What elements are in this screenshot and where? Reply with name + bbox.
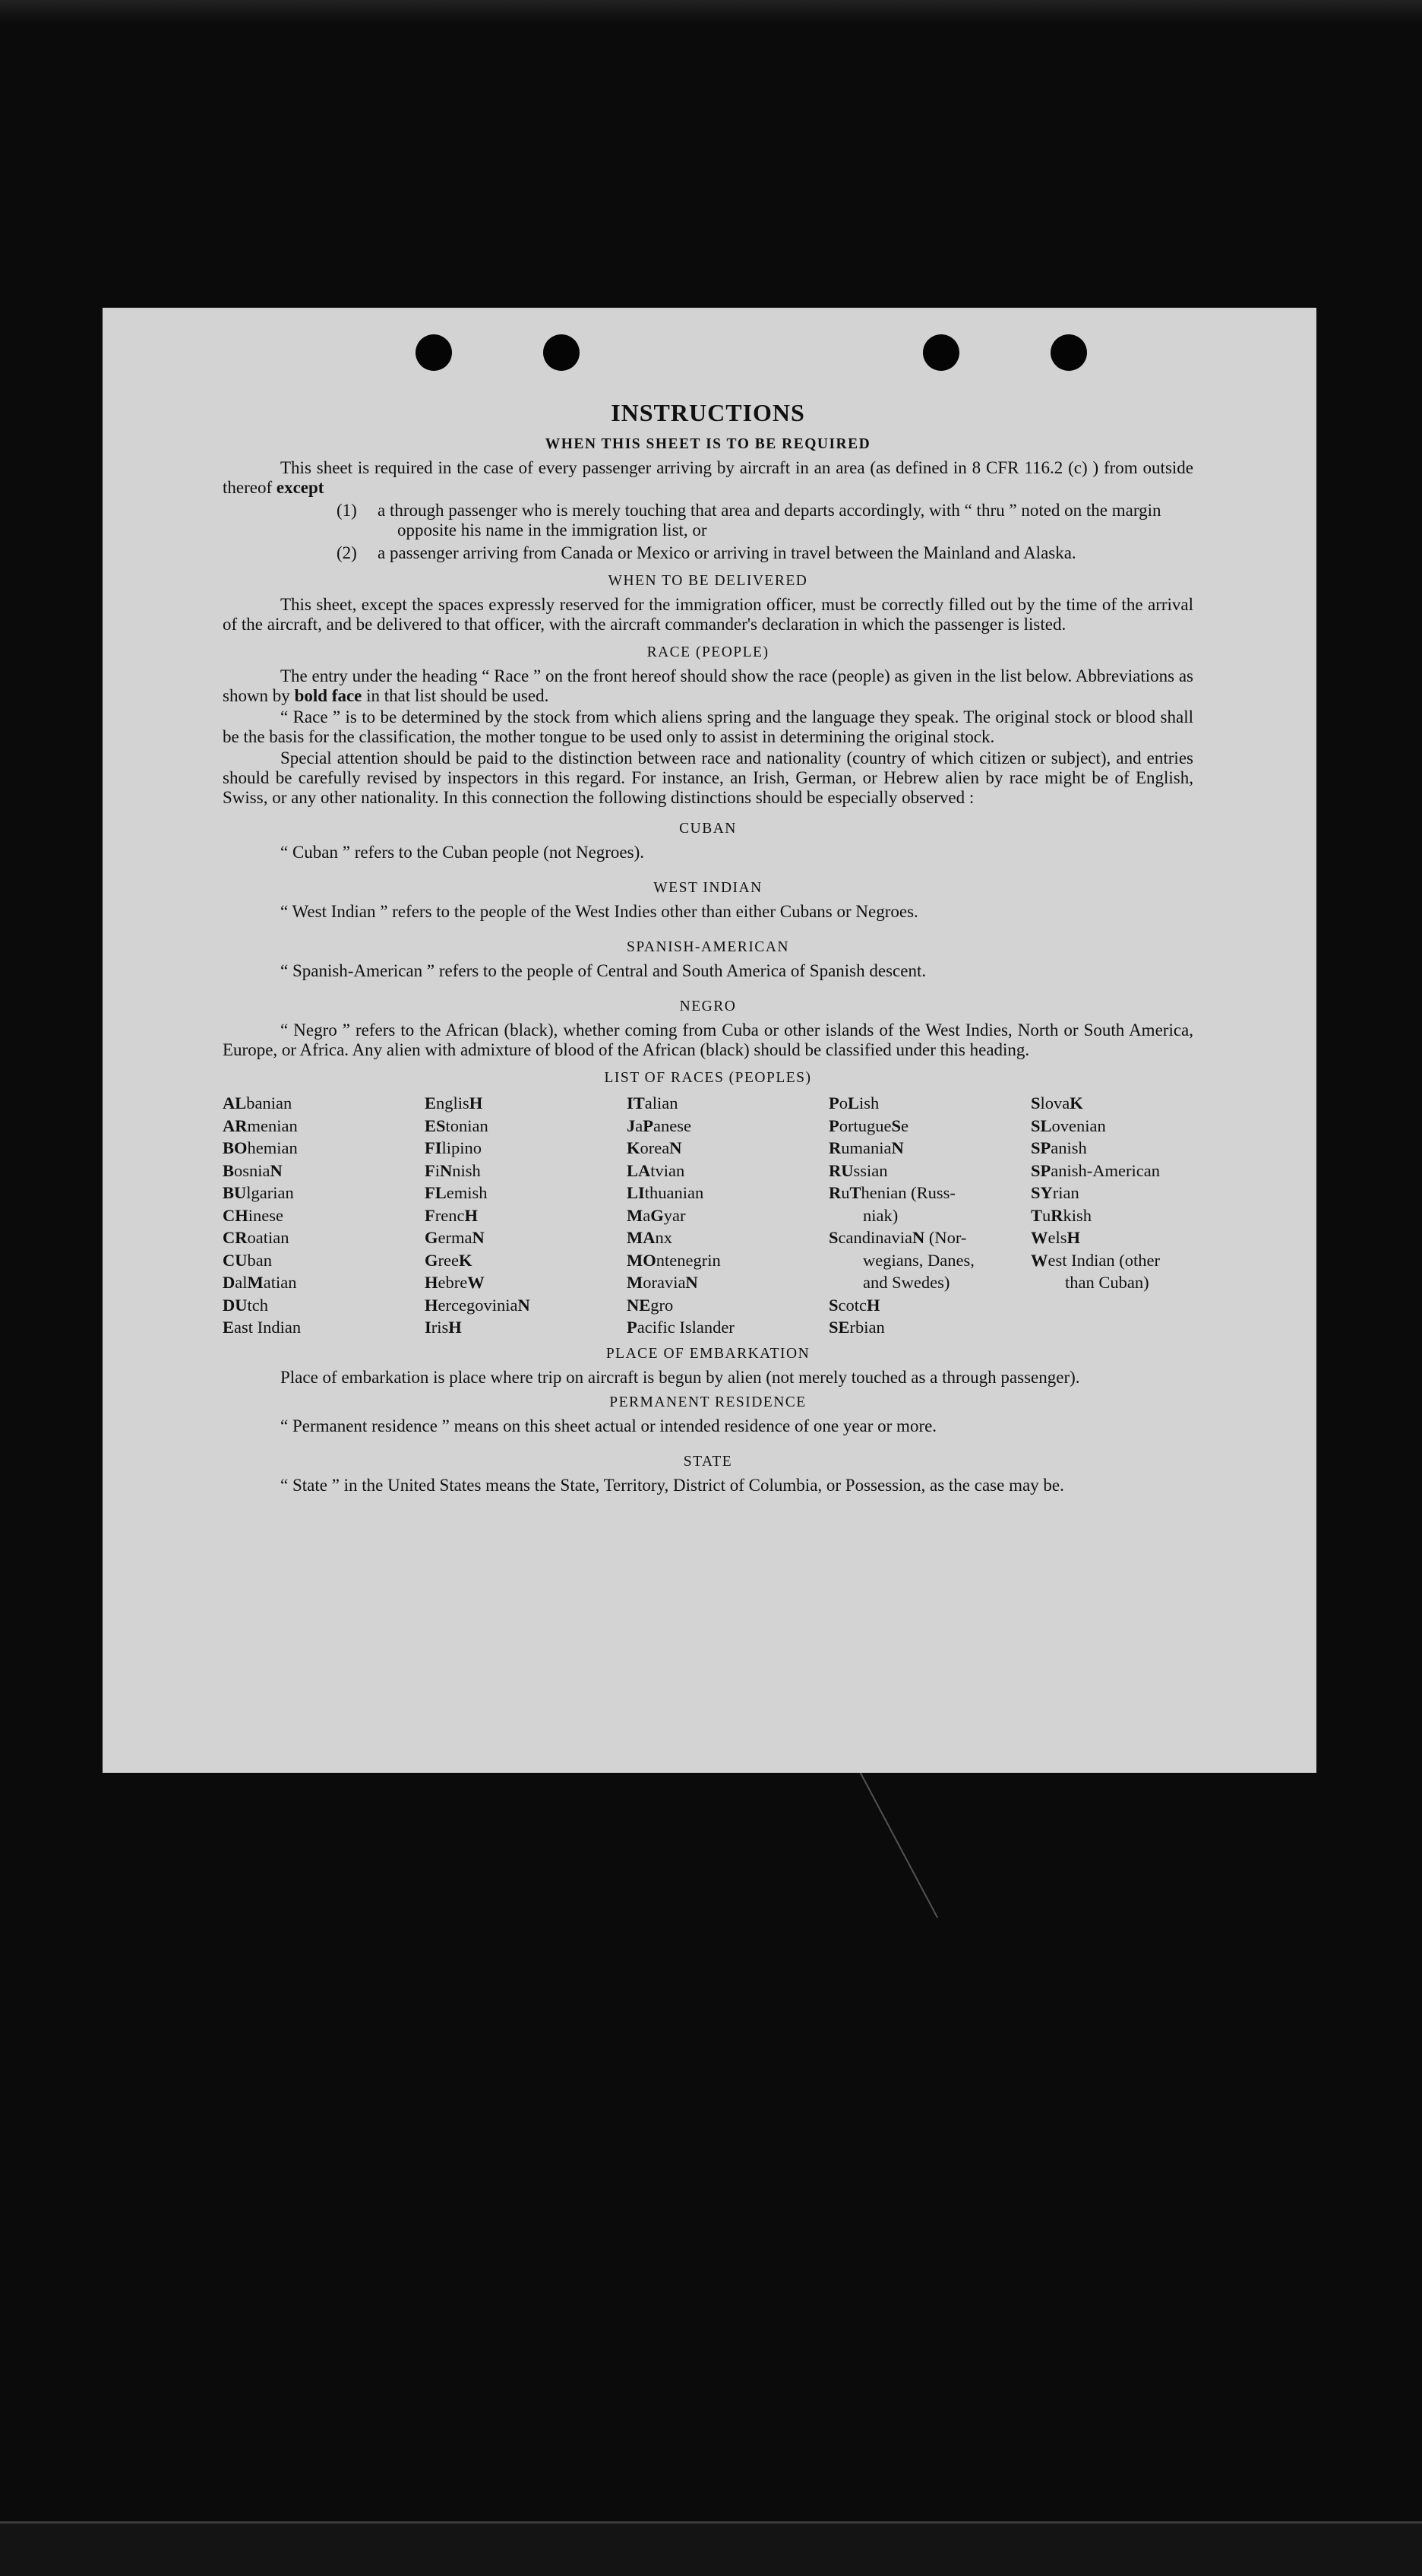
race-entry: HebreW <box>425 1273 485 1292</box>
race-entry: RumaniaN <box>829 1138 904 1157</box>
race-entry: CHinese <box>223 1205 283 1225</box>
race-paragraph-1: The entry under the heading “ Race ” on the front hereof should show the race (people) as given in the list below. Abbreviations as shown by bold face in that list should be used. <box>223 666 1193 705</box>
race-entry: NEgro <box>627 1295 674 1315</box>
west-indian-text: “ West Indian ” refers to the people of the West Indies other than either Cubans or Negroes. <box>280 902 918 921</box>
heading-state: STATE <box>683 1453 733 1470</box>
heading-when-required: WHEN THIS SHEET IS TO BE REQUIRED <box>545 436 871 452</box>
heading-cuban: CUBAN <box>679 821 737 837</box>
race-entry: West Indian (other <box>1031 1250 1160 1270</box>
race-entry: EnglisH <box>425 1093 483 1112</box>
instructions-body <box>223 399 1193 1495</box>
state-text: “ State ” in the United States means the State, Territory, District of Columbia, or Possession, as the case may be. <box>280 1475 1064 1495</box>
races-column-5 <box>1031 1092 1193 1339</box>
document-title: INSTRUCTIONS <box>611 399 805 426</box>
race-entry: ScandinaviaN (Nor- <box>829 1228 967 1247</box>
race-entry: KoreaN <box>627 1138 682 1157</box>
race-entry: RUssian <box>829 1160 888 1180</box>
races-column-2 <box>425 1092 627 1339</box>
heading-spanish-american: SPANISH-AMERICAN <box>627 939 789 955</box>
race-paragraph-2: “ Race ” is to be determined by the stock from which aliens spring and the language they speak. The original stock or blood shall be the basis for the classification, the mother tongue to be used only to assist in determining the original stock. <box>223 707 1193 746</box>
cuban-text: “ Cuban ” refers to the Cuban people (not Negroes). <box>280 843 645 862</box>
heading-list-of-races: LIST OF RACES (PEOPLES) <box>604 1070 812 1086</box>
embarkation-text: Place of embarkation is place where trip on aircraft is begun by alien (not merely touched as a through passenger). <box>280 1367 1080 1387</box>
race-entry: MAnx <box>627 1228 672 1247</box>
race-entry: RuThenian (Russ- <box>829 1183 956 1202</box>
race-entry: SYrian <box>1031 1183 1079 1202</box>
races-table <box>223 1092 1193 1339</box>
exception-item-1: (1) a through passenger who is merely touching that area and departs accordingly, with “ thru ” noted on the margin opposite his name in the immigration list, or <box>337 501 1161 540</box>
race-entry: ScotcH <box>829 1295 880 1315</box>
race-entry: SLovenian <box>1031 1116 1106 1135</box>
race-entry: PortugueSe <box>829 1116 908 1135</box>
race-entry: FLemish <box>425 1183 488 1202</box>
race-entry: East Indian <box>223 1318 302 1337</box>
exception-item-2: (2) a passenger arriving from Canada or Mexico or arriving in travel between the Mainland and Alaska. <box>337 543 1076 562</box>
race-entry: BosniaN <box>223 1160 283 1180</box>
race-entry: MaGyar <box>627 1205 686 1225</box>
heading-permanent-residence: PERMANENT RESIDENCE <box>609 1394 807 1410</box>
residence-text: “ Permanent residence ” means on this sheet actual or intended residence of one year or more. <box>280 1416 937 1435</box>
race-entry: BUlgarian <box>223 1183 294 1202</box>
except-word: except <box>276 478 324 497</box>
document-sheet <box>103 308 1316 1773</box>
film-bottom-edge <box>0 2521 1422 2576</box>
race-entry: MOntenegrin <box>627 1250 721 1270</box>
film-scratch <box>858 1770 938 1918</box>
race-entry: SPanish <box>1031 1138 1087 1157</box>
race-entry: FrencH <box>425 1205 478 1225</box>
races-column-1 <box>223 1092 425 1339</box>
race-entry: JaPanese <box>627 1116 691 1135</box>
race-entry: and Swedes) <box>863 1273 950 1292</box>
race-entry: Pacific Islander <box>627 1318 735 1337</box>
race-entry: niak) <box>863 1205 899 1225</box>
race-entry: ITalian <box>627 1093 678 1112</box>
heading-embarkation: PLACE OF EMBARKATION <box>605 1345 811 1362</box>
race-entry: CUban <box>223 1250 272 1270</box>
race-entry: EStonian <box>425 1116 488 1135</box>
race-entry: FiNnish <box>425 1160 481 1180</box>
race-entry: HercegoviniaN <box>425 1295 530 1315</box>
race-entry: LIthuanian <box>627 1183 704 1202</box>
race-entry: PoLish <box>829 1093 880 1112</box>
race-entry: BOhemian <box>223 1138 298 1157</box>
race-entry: ALbanian <box>223 1093 292 1112</box>
race-entry: SPanish-American <box>1031 1160 1160 1180</box>
race-entry: DalMatian <box>223 1273 297 1292</box>
when-required-text: This sheet is required in the case of every passenger arriving by aircraft in an area (as defined in 8 CFR 116.2 (c) ) from outside thereof except <box>223 458 1193 497</box>
race-entry: SErbian <box>829 1318 885 1337</box>
spanish-american-text: “ Spanish-American ” refers to the people of Central and South America of Spanish descent. <box>280 961 927 980</box>
race-entry: LAtvian <box>627 1160 685 1180</box>
heading-race: RACE (PEOPLE) <box>646 644 769 660</box>
heading-west-indian: WEST INDIAN <box>653 880 763 896</box>
race-entry: IrisH <box>425 1318 462 1337</box>
film-top-edge <box>0 0 1422 23</box>
race-entry: FIlipino <box>425 1138 482 1157</box>
race-paragraph-3: Special attention should be paid to the distinction between race and nationality (country of which citizen or subject), and entries should be carefully revised by inspectors in this regard. For instance, an Irish, German, or Hebrew alien by race might be of English, Swiss, or any other nationality. In this connection the following distinctions should be especially observed : <box>223 748 1193 807</box>
negro-text: “ Negro ” refers to the African (black), whether coming from Cuba or other islands of the West Indies, North or South America, Europe, or Africa. Any alien with admixture of blood of the African (black) should be classified under this heading. <box>223 1021 1193 1059</box>
punch-hole <box>416 334 452 371</box>
race-entry: MoraviaN <box>627 1273 698 1292</box>
punch-hole <box>1051 334 1087 371</box>
race-entry: TuRkish <box>1031 1205 1092 1225</box>
race-entry: than Cuban) <box>1065 1273 1149 1292</box>
punch-hole <box>923 334 959 371</box>
race-entry: WelsH <box>1031 1228 1081 1247</box>
races-column-4 <box>829 1092 1031 1339</box>
races-column-3 <box>627 1092 829 1339</box>
race-entry: GermaN <box>425 1228 485 1247</box>
race-entry: wegians, Danes, <box>863 1250 975 1270</box>
race-entry: SlovaK <box>1031 1093 1083 1112</box>
heading-when-delivered: WHEN TO BE DELIVERED <box>608 573 808 589</box>
race-entry: ARmenian <box>223 1116 298 1135</box>
race-entry: GreeK <box>425 1250 472 1270</box>
when-delivered-text: This sheet, except the spaces expressly reserved for the immigration officer, must be correctly filled out by the time of the arrival of the aircraft, and be delivered to that officer, with the aircraft commander's declaration in which the passenger is listed. <box>223 595 1193 634</box>
race-entry: DUtch <box>223 1295 268 1315</box>
heading-negro: NEGRO <box>679 998 737 1014</box>
race-entry: CRoatian <box>223 1228 289 1247</box>
punch-hole <box>543 334 580 371</box>
